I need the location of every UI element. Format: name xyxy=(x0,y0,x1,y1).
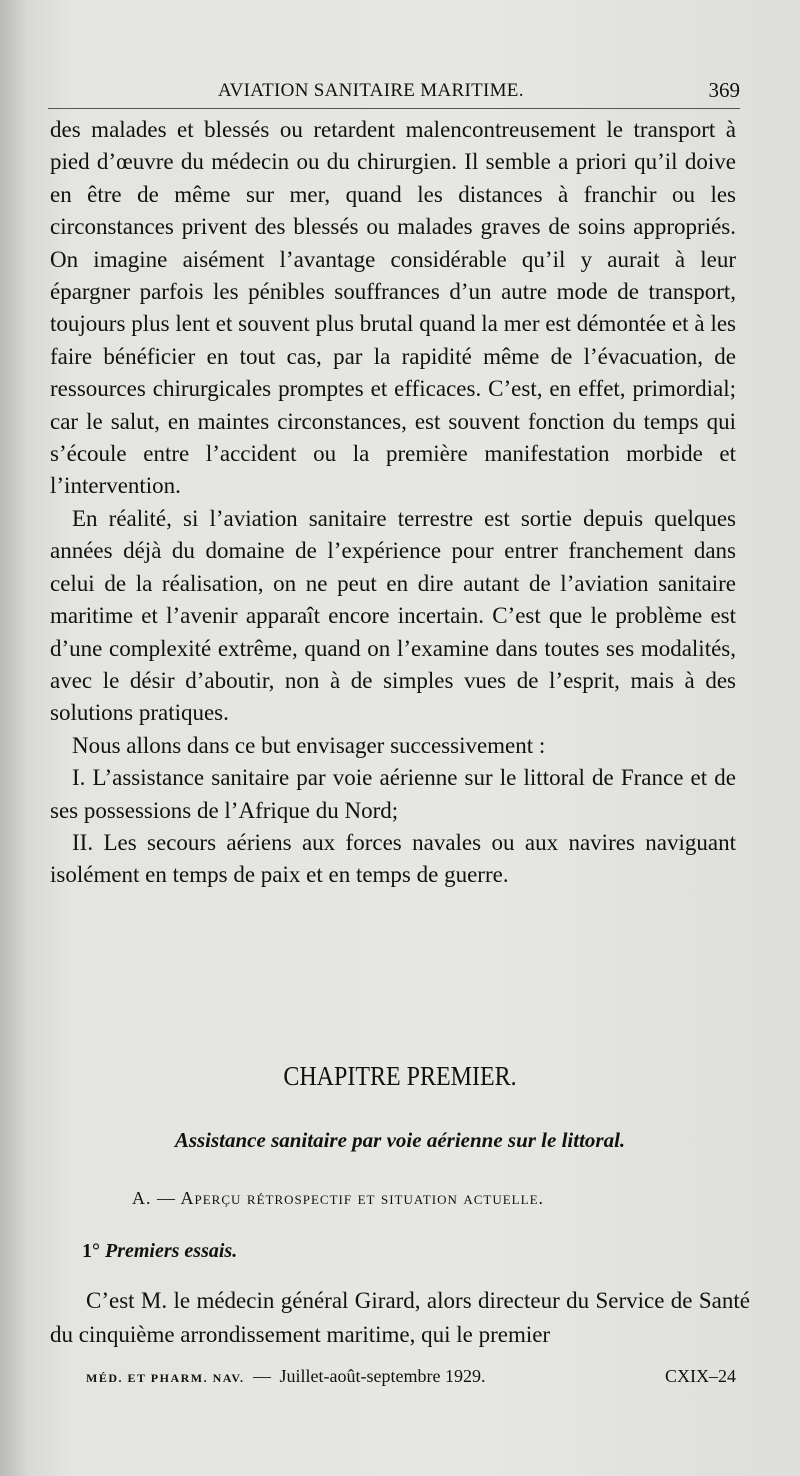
subsection-heading xyxy=(82,1240,237,1263)
page-header xyxy=(48,72,740,109)
subsection-title: Premiers essais. xyxy=(105,1240,238,1262)
paragraph: Nous allons dans ce but envisager successivement : xyxy=(72,732,546,758)
footer-dash: — xyxy=(253,1366,272,1386)
list-item: II. Les secours aériens aux forces navales ou aux navires naviguant isolément en temps de paix et en temps de guerre. xyxy=(50,829,736,888)
footer-signature: CXIX–24 xyxy=(665,1366,736,1386)
closing-text xyxy=(50,1284,750,1352)
chapter-subtitle: Assistance sanitaire par voie aérienne sur le littoral. xyxy=(174,1128,626,1152)
paragraph: des malades et blessés ou retardent malencontreusement le transport à pied d’œuvre du médecin ou du chirurgien. Il semble a priori qu’il doive en être de même sur mer, quand les distances à franchir ou les circonstances privent des blessés ou malades graves de soins appropriés. On imagine aisément l’avantage considérable qu’il y aurait à leur épargner parfois les pénibles souffrances d’un autre mode de transport, toujours plus lent et souvent plus brutal quand la mer est démontée et à les faire bénéficier en tout cas, par la rapidité même de l’évacuation, de ressources chirurgicales promptes et efficaces. C’est, en effet, primordial; car le salut, en maintes circonstances, est souvent fonction du temps qui s’écoule entre l’accident ou la première manifestation morbide et l’intervention. xyxy=(50,117,736,499)
paragraph: En réalité, si l’aviation sanitaire terrestre est sortie depuis quelques années déjà du domaine de l’expérience pour entrer franchement dans celui de la réalisation, on ne peut en dire autant de l’aviation sanitaire maritime et l’avenir apparaît encore incertain. C’est que le problème est d’une complexité extrême, quand on l’examine dans toutes ses modalités, avec le désir d’aboutir, non à de simples vues de l’esprit, mais à des solutions pratiques. xyxy=(50,505,736,726)
list-item: I. L’assistance sanitaire par voie aérienne sur le littoral de France et de ses possessions de l’Afrique du Nord; xyxy=(50,765,736,823)
running-head: AVIATION SANITAIRE MARITIME. xyxy=(218,80,524,101)
footer-date: Juillet-août-septembre 1929. xyxy=(279,1366,486,1386)
section-heading: A. — Aperçu rétrospectif et situation actuelle. xyxy=(132,1188,545,1208)
footer-journal: MÉD. ET PHARM. NAV. xyxy=(86,1371,245,1385)
paragraph: C’est M. le médecin général Girard, alors directeur du Service de Santé du cinquième arrondissement maritime, qui le premier xyxy=(50,1288,750,1347)
page-footer xyxy=(86,1366,736,1387)
chapter-title: CHAPITRE PREMIER. xyxy=(283,1061,517,1092)
page-number: 369 xyxy=(708,78,740,102)
subsection-number: 1° xyxy=(82,1240,100,1262)
body-text xyxy=(50,114,736,892)
